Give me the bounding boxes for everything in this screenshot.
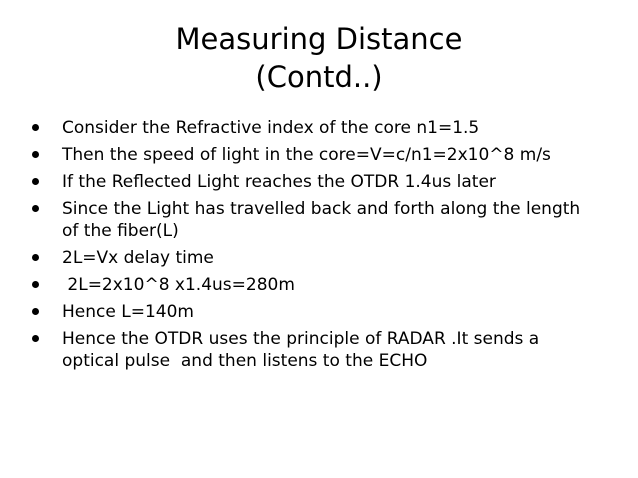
bullet-text: 2L=2x10^8 x1.4us=280m [62,275,295,295]
bullet-text: Since the Light has travelled back and forth along the length [62,199,581,219]
bullet-text: Hence the OTDR uses the principle of RADAR .It sends a [62,329,540,349]
bullet-item [32,198,607,242]
bullet-item [32,117,607,139]
bullet-text-continued: of the fiber(L) [62,221,179,241]
bullet-text: If the Reflected Light reaches the OTDR 1.4us later [62,172,496,192]
bullet-icon [32,335,39,342]
slide-title-line-2: (Contd..) [255,60,383,94]
slide-title-line-1: Measuring Distance [175,22,463,56]
bullet-item [32,247,607,269]
bullet-icon [32,308,39,315]
bullet-icon [32,281,39,288]
bullet-text: 2L=Vx delay time [62,248,214,268]
bullet-icon [32,254,39,261]
bullet-icon [32,205,39,212]
bullet-list [32,117,607,377]
bullet-item [32,171,607,193]
bullet-icon [32,124,39,131]
bullet-text: Hence L=140m [62,302,194,322]
slide-title [0,20,638,96]
bullet-item [32,301,607,323]
bullet-item [32,144,607,166]
bullet-item [32,274,607,296]
bullet-text-continued: optical pulse and then listens to the ECHO [62,351,428,371]
bullet-icon [32,178,39,185]
bullet-text: Then the speed of light in the core=V=c/n1=2x10^8 m/s [62,145,551,165]
bullet-text: Consider the Refractive index of the core n1=1.5 [62,118,480,138]
bullet-item [32,328,607,372]
bullet-icon [32,151,39,158]
